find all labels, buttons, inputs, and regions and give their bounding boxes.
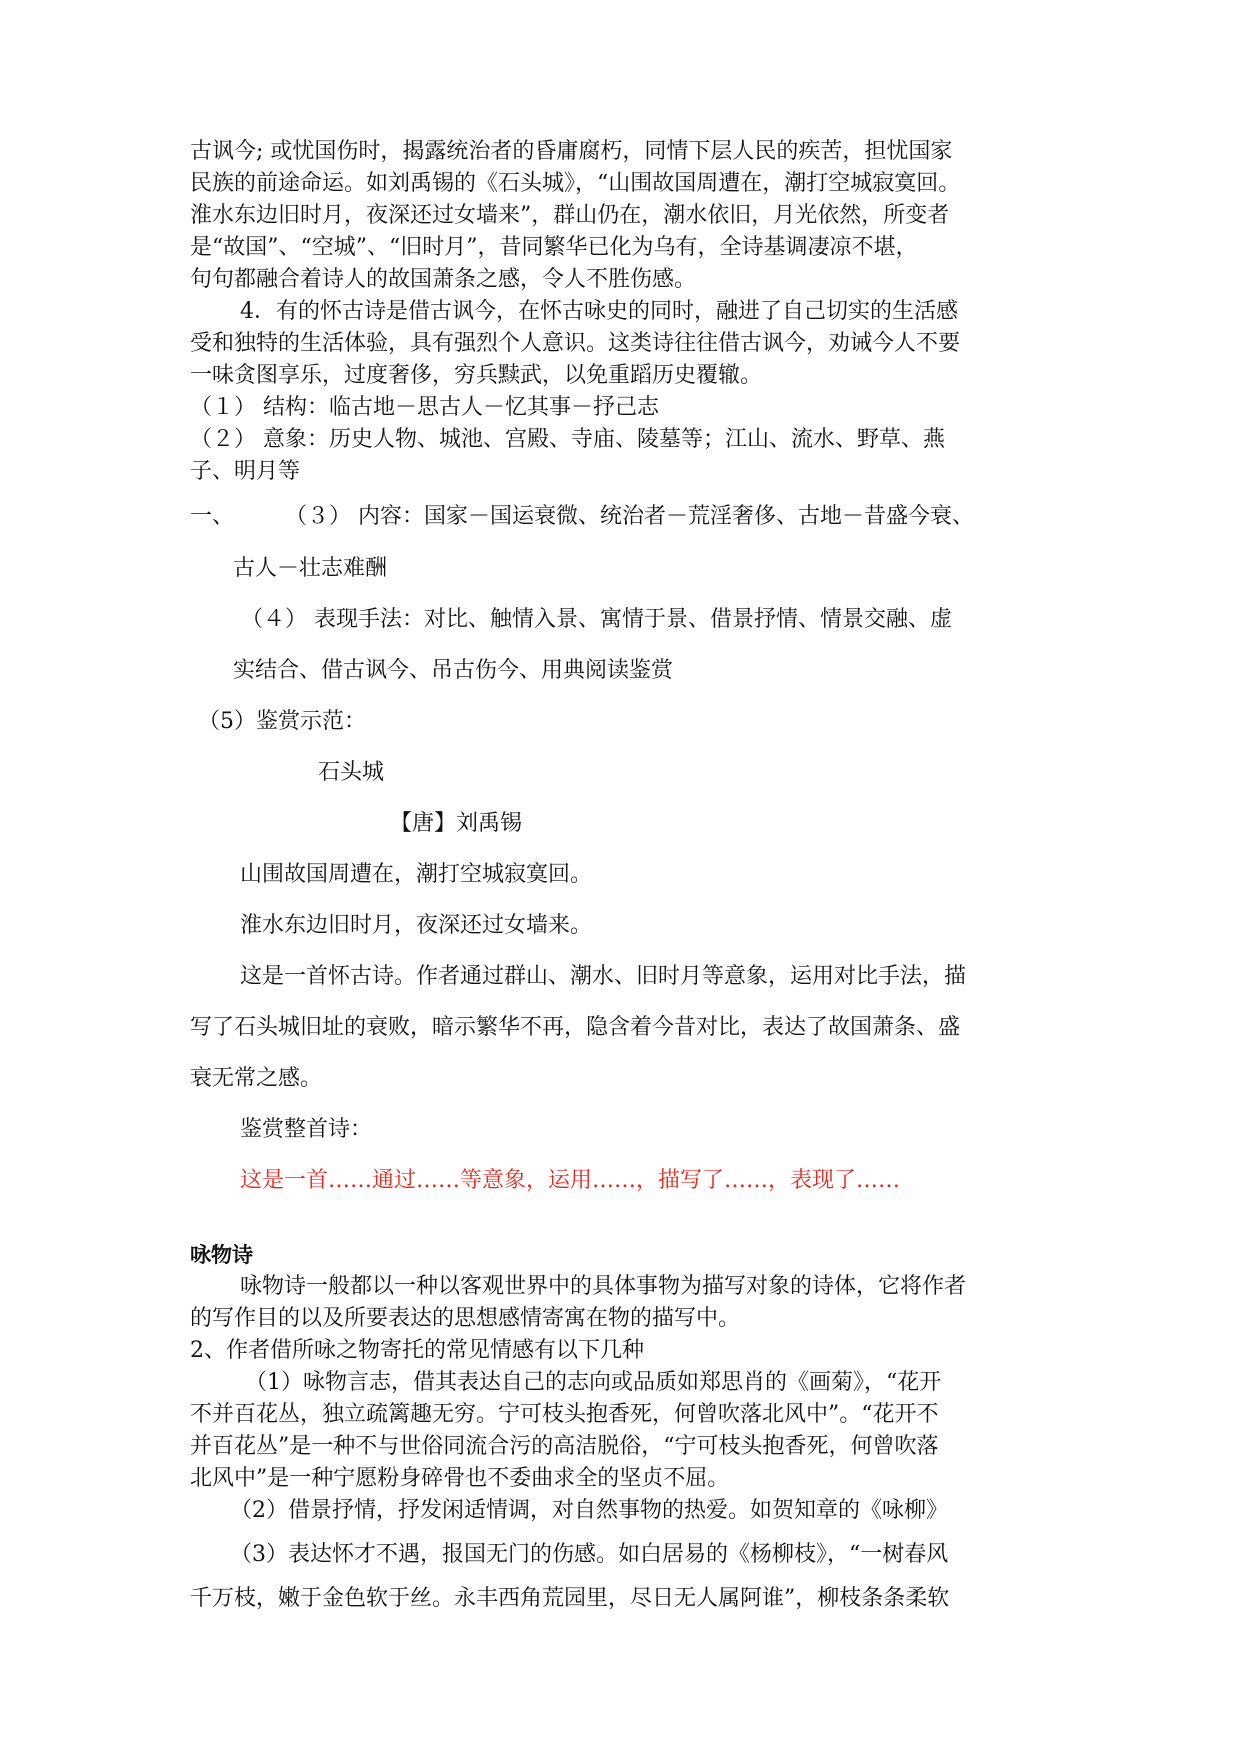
text-line: 并百花丛”是一种不与世俗同流合污的高洁脱俗，“宁可枝头抱香死，何曾吹落 — [190, 1434, 939, 1459]
text-line: （2）借景抒情，抒发闲适情调，对自然事物的热爱。如贺知章的《咏柳》 — [230, 1498, 948, 1523]
text-line: 受和独特的生活体验，具有强烈个人意识。这类诗往往借古讽今，劝诫今人不要 — [190, 331, 961, 356]
text-line: 千万枝，嫩于金色软于丝。永丰西角荒园里，尽日无人属阿谁”，柳枝条条柔软 — [190, 1586, 950, 1611]
text-line: 实结合、借古讽今、吊古伤今、用典阅读鉴赏 — [233, 658, 674, 683]
poem-line: 淮水东边旧时月，夜深还过女墙来。 — [240, 913, 593, 938]
text-line: 是“故国”、“空城”、“旧时月”，昔同繁华已化为乌有，全诗基调凄凉不堪， — [190, 235, 918, 260]
poem-line: 山围故国周遭在，潮打空城寂寞回。 — [240, 862, 593, 887]
text-line: （1）咏物言志，借其表达自己的志向或品质如郑思肖的《画菊》，“花开 — [245, 1370, 942, 1395]
text-line: 写了石头城旧址的衰败，暗示繁华不再，隐含着今昔对比，表达了故国萧条、盛 — [190, 1015, 961, 1040]
poem-title: 石头城 — [318, 760, 385, 785]
text-line: 的写作目的以及所要表达的思想感情寄寓在物的描写中。 — [190, 1306, 741, 1331]
text-line: （４） 表现手法：对比、触情入景、寓情于景、借景抒情、情景交融、虚 — [241, 607, 952, 632]
text-line: 一味贪图享乐，过度奢侈，穷兵黩武，以免重蹈历史覆辙。 — [190, 363, 763, 388]
text-line: 鉴赏整首诗： — [240, 1117, 373, 1142]
text-line: （3）表达怀才不遇，报国无门的伤感。如白居易的《杨柳枝》，“一树春风 — [230, 1542, 949, 1567]
text-line: 句句都融合着诗人的故国萧条之感，令人不胜伤感。 — [190, 267, 697, 292]
text-line: 子、明月等 — [190, 459, 301, 484]
text-line: 这是一首怀古诗。作者通过群山、潮水、旧时月等意象，运用对比手法，描 — [240, 964, 967, 989]
text-line: （１） 结构：临古地－思古人－忆其事－抒己志 — [190, 395, 659, 420]
text-line: （5）鉴赏示范： — [198, 709, 366, 734]
text-line: 2、作者借所咏之物寄托的常见情感有以下几种 — [190, 1338, 644, 1363]
list-marker: 一、 — [190, 504, 235, 529]
text-line: 北风中”是一种宁愿粉身碎骨也不委曲求全的坚贞不屈。 — [190, 1466, 730, 1491]
text-line: （３） 内容：国家－国运衰微、统治者－荒淫奢侈、古地－昔盛今衰、 — [285, 504, 974, 529]
template-answer: 这是一首……通过……等意象，运用……，描写了……，表现了…… — [240, 1168, 901, 1193]
text-line: 古讽今; 或忧国伤时，揭露统治者的昏庸腐朽，同情下层人民的疾苦，担忧国家 — [190, 139, 953, 164]
text-line: （２） 意象：历史人物、城池、宫殿、寺庙、陵墓等；江山、流水、野草、燕 — [190, 427, 945, 452]
text-line: 淮水东边旧时月，夜深还过女墙来”，群山仍在，潮水依旧，月光依然，所变者 — [190, 203, 950, 228]
text-line: 衰无常之感。 — [190, 1066, 323, 1091]
text-line: 古人－壮志难酬 — [233, 556, 388, 581]
text-line: 民族的前途命运。如刘禹锡的《石头城》，“山围故国周遭在，潮打空城寂寞回。 — [190, 171, 961, 196]
text-line: 4．有的怀古诗是借古讽今，在怀古咏史的同时，融进了自己切实的生活感 — [240, 299, 958, 324]
section-heading: 咏物诗 — [190, 1243, 253, 1267]
text-line: 咏物诗一般都以一种以客观世界中的具体事物为描写对象的诗体，它将作者 — [240, 1274, 967, 1299]
text-line: 不并百花丛，独立疏篱趣无穷。宁可枝头抱香死，何曾吹落北风中”。“花开不 — [190, 1402, 939, 1427]
poem-author: 【唐】刘禹锡 — [390, 811, 523, 836]
